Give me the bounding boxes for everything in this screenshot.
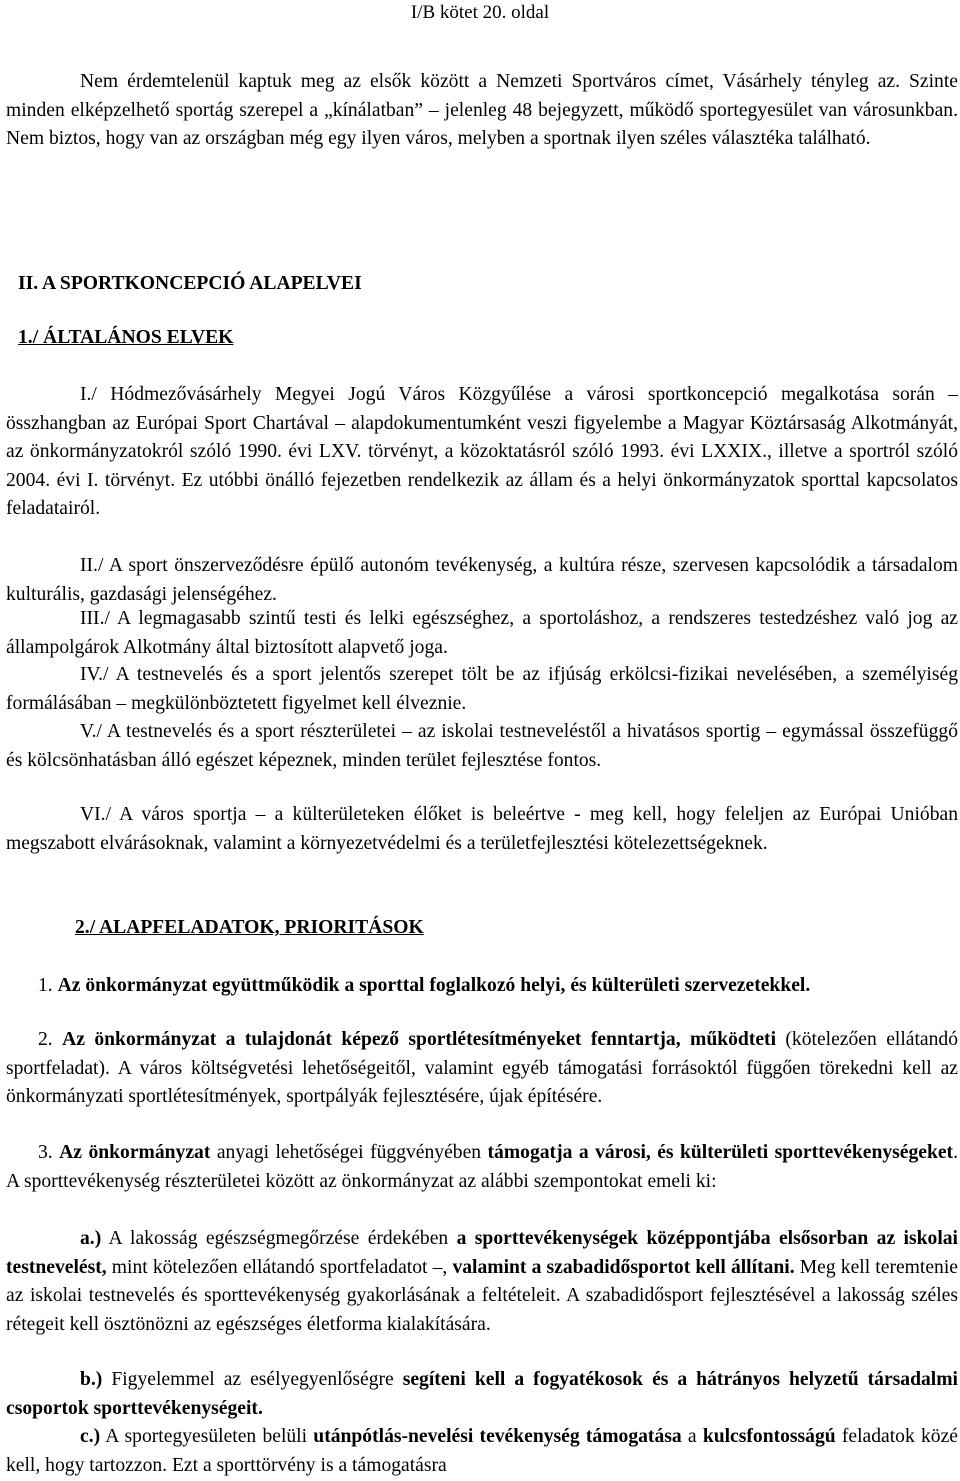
principle-1: I./ Hódmezővásárhely Megyei Jogú Város Közgyűlése a városi sportkoncepció megalkotása során – összhangban az Európai Sport Chartával – alapdokumentumként veszi figyelembe a Magyar Köztársaság Alkotmányát, az önkormányzatokról szóló 1990. évi LXV. törvényt, a közoktatásról szóló 1993. évi LXXIX., illetve a sportról szóló 2004. évi I. törvényt. Ez utóbbi önálló fejezetben rendelkezik az állam és a helyi önkormányzatok sporttal kapcsolatos feladatairól. [6, 384, 958, 520]
intro-text: Nem érdemtelenül kaptuk meg az elsők között a Nemzeti Sportváros címet, Vásárhely tényleg az. Szinte minden elképzelhető sportág szerepel a „kínálatban” – jelenleg 48 bejegyzett, működő sportegyesület van városunkban. Nem biztos, hogy van az országban még egy ilyen város, melyben a sportnak ilyen széles választéka található. [6, 71, 958, 150]
principle-2: II./ A sport önszerveződésre épülő autonóm tevékenység, a kultúra része, szervesen kapcsolódik a társadalom kulturális, gazdasági jelenségéhez. [6, 555, 958, 605]
section-title: II. A SPORTKONCEPCIÓ ALAPELVEI [18, 273, 362, 294]
priority-item-3b: b.) Figyelemmel az esélyegyenlőségre segíteni kell a fogyatékosok és a hátrányos helyzetű társadalmi csoportok sporttevékenységeit. [6, 1369, 958, 1419]
intro-paragraph [6, 68, 958, 154]
priority-item-1: 1. Az önkormányzat együttműködik a sporttal foglalkozó helyi, és külterületi szervezetekkel. [38, 975, 811, 996]
principle-6: VI./ A város sportja – a külterületeken élőket is beleértve - meg kell, hogy feleljen az Európai Unióban megszabott elvárásoknak, valamint a környezetvédelmi és a területfejlesztési kötelezettségeknek. [6, 804, 958, 854]
principle-3: III./ A legmagasabb szintű testi és lelki egészséghez, a sportoláshoz, a rendszeres testedzéshez való jog az állampolgárok Alkotmány által biztosított alapvető joga. [6, 608, 958, 658]
subsection-priorities-title: 2./ ALAPFELADATOK, PRIORITÁSOK [75, 917, 424, 938]
principle-5: V./ A testnevelés és a sport részterületei – az iskolai testneveléstől a hivatásos sportig – egymással összefüggő és kölcsönhatásban álló egészet képeznek, minden terület fejlesztése fontos. [6, 721, 958, 771]
priority-item-3: 3. Az önkormányzat anyagi lehetőségei függvényében támogatja a városi, és külterületi sporttevékenységeket. A sporttevékenység részterületei között az önkormányzat az alábbi szempontokat emeli ki: [6, 1142, 958, 1192]
priority-item-2: 2. Az önkormányzat a tulajdonát képező sportlétesítményeket fenntartja, működteti (kötelezően ellátandó sportfeladat). A város költségvetési lehetőségeitől, valamint egyéb támogatási forrásoktól függően törekedni kell az önkormányzati sportlétesítmények, sportpályák fejlesztésére, újak építésére. [6, 1029, 959, 1108]
priority-item-3a: a.) A lakosság egészségmegőrzése érdekében a sporttevékenységek középpontjába elsősorban az iskolai testnevelést, mint kötelezően ellátandó sportfeladatot –, valamint a szabadidősportot kell állítani. Meg kell teremtenie az iskolai testnevelés és sporttevékenység gyakorlásának a feltételeit. A szabadidősport fejlesztésével a lakosság széles rétegeit kell ösztönözni az egészséges életforma kialakítására. [6, 1228, 958, 1335]
principle-4: IV./ A testnevelés és a sport jelentős szerepet tölt be az ifjúság erkölcsi-fizikai nevelésében, a személyiség formálásában – megkülönböztetett figyelmet kell élveznie. [6, 664, 958, 714]
priority-item-3c: c.) A sportegyesületen belüli utánpótlás-nevelési tevékenység támogatása a kulcsfontosságú feladatok közé kell, hogy tartozzon. Ezt a sporttörvény is a támogatásra [6, 1426, 958, 1476]
page-header: I/B kötet 20. oldal [410, 2, 550, 23]
subsection-general-principles-title: 1./ ÁLTALÁNOS ELVEK [18, 327, 234, 348]
